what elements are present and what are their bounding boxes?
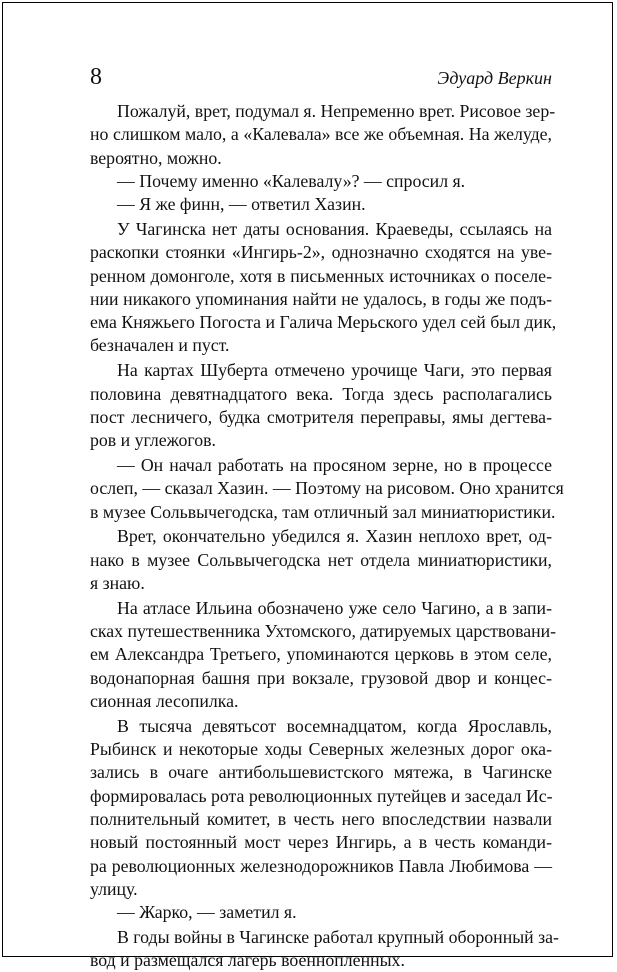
body-text — [90, 100, 564, 972]
dialogue-line: — Он начал работать на просяном зерне, но в процессе — [117, 454, 552, 475]
text-line: На атласе Ильина обозначено уже село Чагино, а в запи- — [117, 597, 552, 618]
text-line: нако в музее Сольвычегодска нет отдела миниатюристики, — [90, 549, 552, 570]
dialogue-line: ослеп, — сказал Хазин. — Поэтому на рисовом. Оно хранится — [90, 478, 564, 499]
text-line: На картах Шуберта отмечено урочище Чаги, это первая — [117, 360, 552, 381]
text-line: Пожалуй, врет, подумал я. Непременно врет. Рисовое зер- — [117, 101, 556, 121]
text-line: половина девятнадцатого века. Тогда здесь располагались — [90, 383, 552, 404]
text-line: раскопки стоянки «Ингирь-2», однозначно сходятся на уве- — [90, 242, 552, 263]
running-head-author: Эдуард Веркин — [437, 68, 552, 88]
text-line: новый постоянный мост через Ингирь, а в честь команди- — [90, 832, 552, 853]
text-line: вероятно, можно. — [90, 147, 222, 168]
text-line: В годы войны в Чагинске работал крупный оборонный за- — [117, 926, 559, 947]
text-line: улицу. — [90, 878, 138, 899]
text-line: я знаю. — [90, 572, 145, 593]
page-number: 8 — [90, 64, 102, 90]
text-line: сионная лесопилка. — [90, 690, 239, 711]
text-line: пост лесничего, будка смотрителя переправы, ямы дегтева- — [90, 406, 552, 427]
text-line: но слишком мало, а «Калевала» все же объемная. На желуде, — [90, 124, 552, 145]
text-line: ренном домонголе, хотя в письменных источниках о поселе- — [90, 265, 552, 286]
text-line: ема Княжьего Погоста и Галича Мерьского удел сей был дик, — [90, 312, 557, 333]
text-line: вод и размещался лагерь военнопленных. — [90, 950, 405, 971]
text-line: Врет, окончательно убедился я. Хазин неплохо врет, од- — [117, 526, 552, 547]
text-line: сках путешественника Ухтомского, датируемых царствовани- — [90, 621, 557, 642]
text-line: У Чагинска нет даты основания. Краеведы, ссылаясь на — [117, 218, 552, 239]
text-line: ра революционных железнодорожников Павла Любимова — — [90, 855, 552, 876]
dialogue-line: в музее Сольвычегодска, там отличный зал миниатюристики. — [90, 501, 556, 522]
page-header — [90, 62, 552, 92]
dialogue-line: — Почему именно «Калевалу»? — спросил я. — [117, 170, 466, 191]
text-line: нии никакого упоминания найти не удалось, в годы же подъ- — [90, 288, 552, 309]
text-line: зались в очаге антибольшевистского мятежа, в Чагинске — [90, 762, 552, 783]
text-line: Рыбинск и некоторые ходы Северных железных дорог ока- — [90, 739, 552, 760]
text-line: безначален и пуст. — [90, 335, 230, 356]
dialogue-line: — Жарко, — заметил я. — [117, 902, 297, 923]
text-line: водонапорная башня при вокзале, грузовой двор и концес- — [90, 667, 552, 688]
text-line: полнительный комитет, в честь него впоследствии назвали — [90, 808, 552, 829]
dialogue-line: — Я же финн, — ответил Хазин. — [117, 194, 366, 215]
text-line: ров и углежогов. — [90, 430, 216, 451]
text-line: формировалась рота революционных путейцев и заседал Ис- — [90, 785, 553, 806]
text-line: ем Александра Третьего, упоминаются церковь в этом селе, — [90, 644, 552, 665]
text-line: В тысяча девятьсот восемнадцатом, когда Ярославль, — [117, 715, 552, 736]
